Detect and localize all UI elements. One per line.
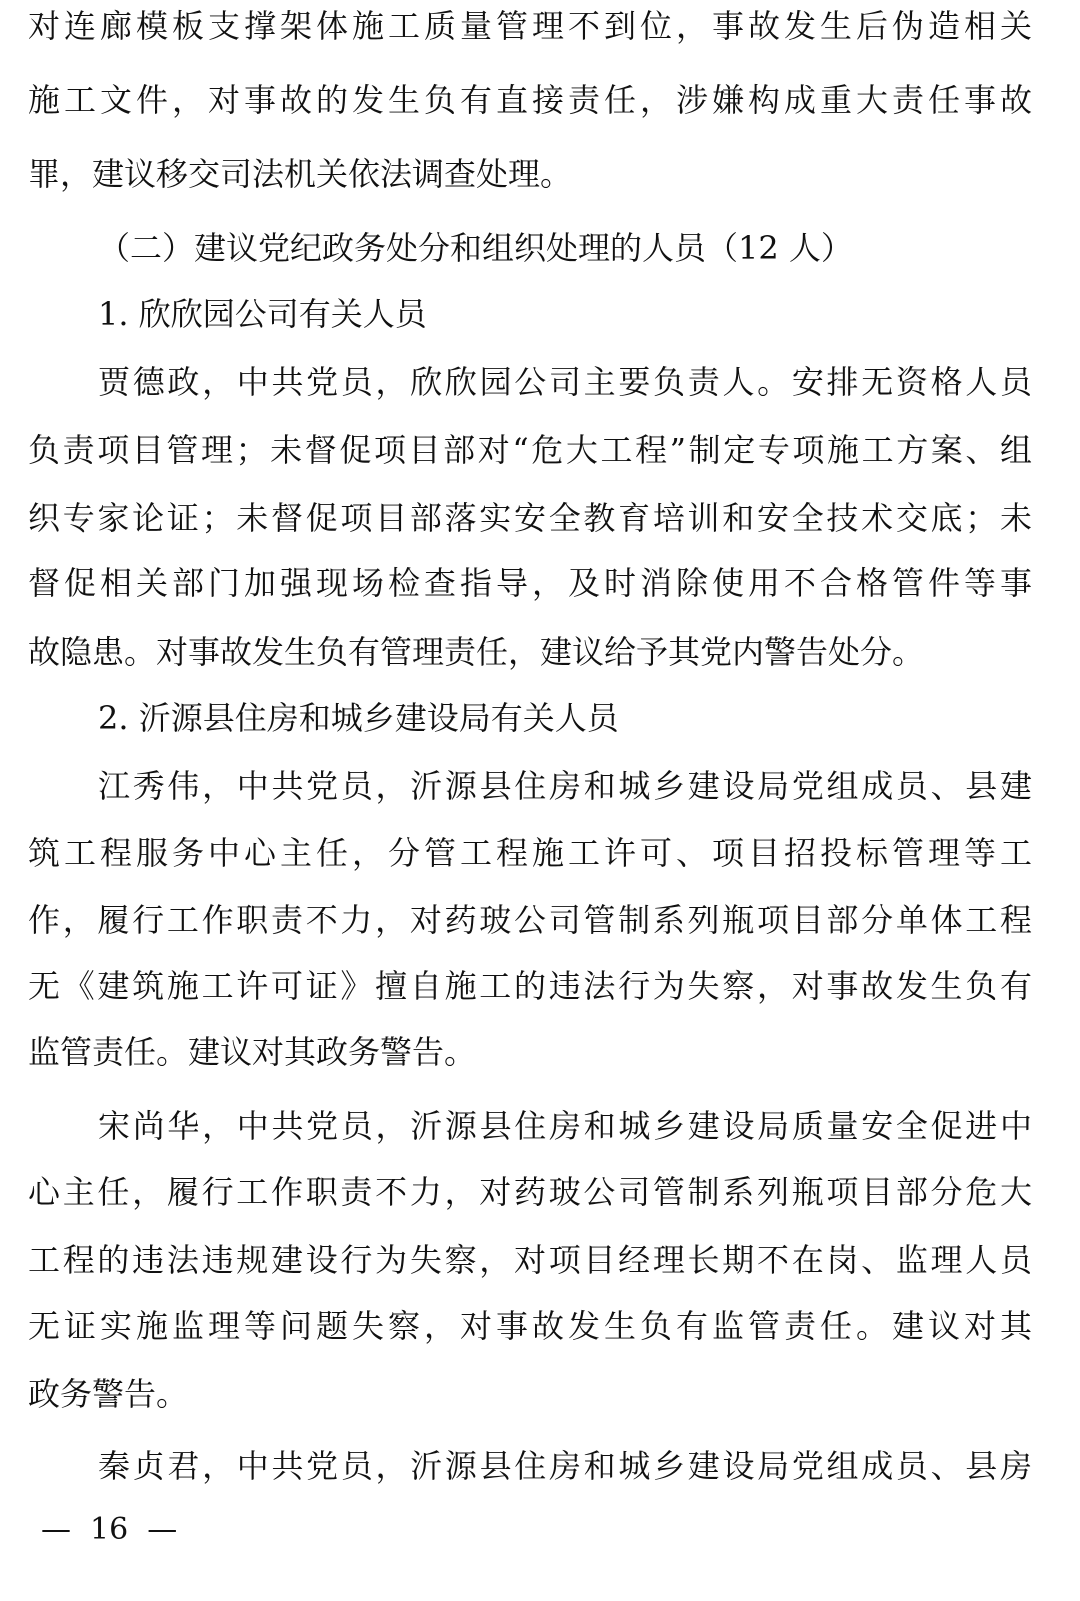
text-line: 无《建筑施工许可证》擅自施工的违法行为失察，对事故发生负有 [28,967,1032,1005]
text-line: 施工文件，对事故的发生负有直接责任，涉嫌构成重大责任事故 [28,81,1032,119]
text-line: 作，履行工作职责不力，对药玻公司管制系列瓶项目部分单体工程 [28,901,1032,939]
text-line: 筑工程服务中心主任，分管工程施工许可、项目招投标管理等工 [28,834,1032,872]
text-line: 心主任，履行工作职责不力，对药玻公司管制系列瓶项目部分危大 [28,1173,1032,1211]
subsection-heading: 1. 欣欣园公司有关人员 [98,295,427,333]
text-line: 对连廊模板支撑架体施工质量管理不到位，事故发生后伪造相关 [28,7,1032,45]
text-line: 工程的违法违规建设行为失察，对项目经理长期不在岗、监理人员 [28,1241,1032,1279]
text-line: 政务警告。 [28,1375,189,1413]
text-line: 负责项目管理；未督促项目部对“危大工程”制定专项施工方案、组 [28,431,1032,469]
page-number: 16 [90,1512,129,1547]
footer-dash-right: — [147,1512,178,1547]
text-line: 宋尚华，中共党员，沂源县住房和城乡建设局质量安全促进中 [98,1107,1032,1145]
text-line: 贾德政，中共党员，欣欣园公司主要负责人。安排无资格人员 [98,363,1032,401]
footer-dash-left: — [41,1512,71,1547]
text-line: 罪，建议移交司法机关依法调查处理。 [28,155,573,193]
text-line: 秦贞君，中共党员，沂源县住房和城乡建设局党组成员、县房 [98,1447,1032,1485]
text-line: 故隐患。对事故发生负有管理责任，建议给予其党内警告处分。 [28,633,925,671]
section-heading: （二）建议党纪政务处分和组织处理的人员（12 人） [98,229,853,267]
text-line: 江秀伟，中共党员，沂源县住房和城乡建设局党组成员、县建 [98,767,1032,805]
text-line: 无证实施监理等问题失察，对事故发生负有监管责任。建议对其 [28,1307,1032,1345]
text-line: 督促相关部门加强现场检查指导，及时消除使用不合格管件等事 [28,564,1032,602]
page-footer [36,1508,182,1552]
text-line: 织专家论证；未督促项目部落实安全教育培训和安全技术交底；未 [28,499,1032,537]
text-line: 监管责任。建议对其政务警告。 [28,1033,477,1071]
subsection-heading: 2. 沂源县住房和城乡建设局有关人员 [98,699,619,737]
